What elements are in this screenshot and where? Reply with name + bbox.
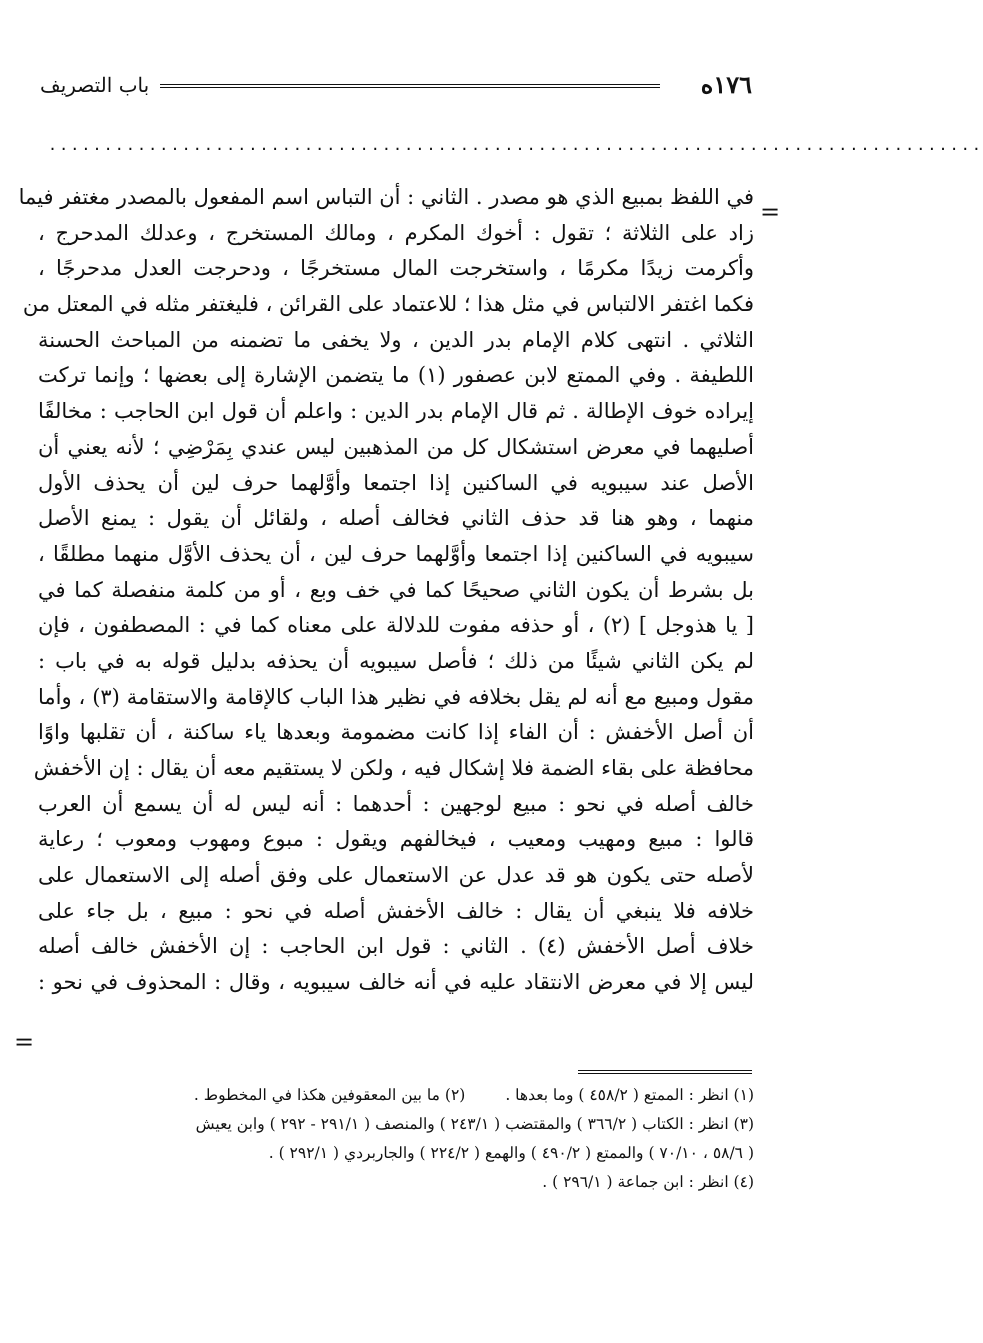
body-line: أن أصل الأخفش : أن الفاء إذا كانت مضمومة وبعدها ياء ساكنة ، أن تقلبها واوًا	[38, 720, 754, 745]
body-line: منهما ، وهو هنا قد حذف الثاني فخالف أصله ، ولقائل أن يقول : يمنع الأصل	[38, 506, 754, 531]
body-line: أصليهما في معرض استشكال كل من المذهبين ليس عندي بِمَرْضِي ؛ لأنه يعني أن	[38, 434, 754, 459]
body-line: لأصله حتى يكون هو قد عدل عن الاستعمال على وفق أصله إلى الاستعمال على	[38, 863, 754, 888]
body-line: في اللفظ بمبيع الذي هو مصدر . الثاني : أن التباس اسم المفعول بالمصدر مغتفر فيما	[18, 185, 754, 209]
body-line: محافظة على بقاء الضمة فلا إشكال فيه ، ولكن لا يستقيم معه أن يقال : إن الأخفش	[33, 756, 754, 780]
body-line: زاد على الثلاثة ؛ تقول : أخوك المكرم ، ومالك المستخرج ، وعدلك المدحرج ،	[38, 220, 754, 245]
header-rule	[160, 84, 660, 88]
body-line: وأكرمت زيدًا مكرمًا ، واستخرجت المال مستخرجًا ، ودحرجت العدل مدحرجًا ،	[38, 256, 754, 281]
body-line: ليس إلا في معرض الانتقاد عليه في أنه خالف سيبويه ، وقال : المحذوف في نحو :	[38, 970, 754, 995]
body-line: إيراده خوف الإطالة . ثم قال الإمام بدر الدين : واعلم أن قول ابن الحاجب : مخالفًا	[38, 399, 754, 424]
body-line: فكما اغتفر الالتباس في مثل هذا ؛ للاعتماد على القرائن ، فليغتفر مثله في المعتل من	[22, 292, 754, 317]
running-title: باب التصريف	[40, 73, 150, 97]
body-line: خالف أصله في نحو : مبيع لوجهين : أحدهما : أنه ليس له أن يسمع أن العرب	[38, 791, 754, 816]
footnotes	[60, 1081, 754, 1197]
body-line: الثلاثي . انتهى كلام الإمام بدر الدين ، ولا يخفى ما تضمنه من المباحث الحسنة	[38, 327, 754, 352]
footnote-4: (٤) انظر : ابن جماعة ( ٢٩٦/١ ) .	[542, 1173, 754, 1191]
body-line: سيبويه في الساكنين إذا اجتمعا وأوَّلهما حرف لين ، أن يحذف الأوَّل منهما مطلقًا ،	[38, 541, 754, 566]
continuation-mark-bottom: =	[14, 1028, 35, 1056]
page-header	[40, 70, 752, 100]
body-line: [ يا هذوجل ] (٢) ، أو حذفه مفوت للدلالة على معناه كما في : المصطفون ، فإن	[38, 613, 754, 638]
dotted-separator: ....................................................................................	[48, 136, 983, 154]
body-line: قالوا : مبيع ومهيب ومعيب ، فيخالفهم ويقول : مبوع ومهوب ومعوب ؛ رعاية	[38, 827, 754, 852]
footnote-3-line-1: (٣) انظر : الكتاب ( ٣٦٦/٢ ) والمقتضب ( ٢٤٣/١ ) والمنصف ( ٢٩١/١ - ٢٩٢ ) وابن يعيش	[195, 1115, 754, 1133]
continuation-mark-top: =	[760, 198, 781, 226]
body-line: بل بشرط أن يكون الثاني صحيحًا كما في خف وبع ، أو من كلمة منفصلة كما في	[38, 577, 754, 602]
body-line: خلاف أصل الأخفش (٤) . الثاني : قول ابن الحاجب : إن الأخفش خالف أصله	[38, 934, 755, 959]
body-line: مقول ومبيع مع أنه لم يقل بخلافه في نظير هذا الباب كالإقامة والاستقامة (٣) ، وأما	[38, 684, 754, 709]
footnote-3-line-2: ( ٥٨/٦ ، ٧٠/١٠ ) والممتع ( ٤٩٠/٢ ) والهمع ( ٢٢٤/٢ ) والجاربردي ( ٢٩٢/١ ) .	[268, 1144, 754, 1162]
body-text	[18, 180, 755, 1001]
body-line: اللطيفة . وفي الممتع لابن عصفور (١) ما يتضمن الإشارة إلى بعضها ؛ وإنما تركت	[38, 363, 754, 388]
footnote-1: (١) انظر : الممتع ( ٤٥٨/٢ ) وما بعدها .	[505, 1086, 754, 1104]
page-number: ١٧٦ه	[700, 70, 752, 99]
footnote-rule	[578, 1070, 752, 1074]
footnote-2: (٢) ما بين المعقوفين هكذا في المخطوط .	[193, 1086, 466, 1104]
body-line: خلافه فلا ينبغي أن يقال : خالف الأخفش أصله في نحو : مبيع ، بل جاء على	[38, 898, 754, 923]
body-line: لم يكن الثاني شيئًا من ذلك ؛ فأصل سيبويه أن يحذفه بدليل قوله به في باب :	[38, 648, 754, 673]
body-line: الأصل عند سيبويه في الساكنين إذا اجتمعا وأوَّلهما حرف لين أن يحذف الأول	[38, 470, 754, 495]
footnote-row	[60, 1081, 754, 1110]
